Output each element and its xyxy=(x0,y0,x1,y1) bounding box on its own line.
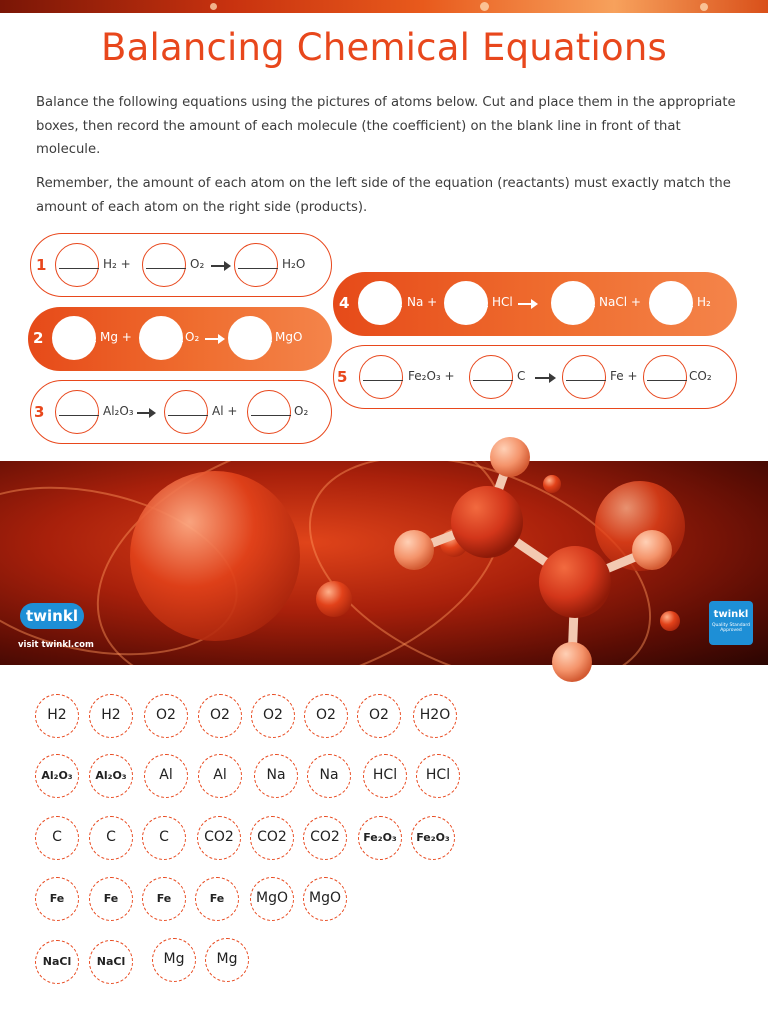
equation-4 xyxy=(333,272,737,336)
molecule-card[interactable]: Mg xyxy=(152,938,196,982)
equation-number: 3 xyxy=(34,403,45,421)
molecule-drop-circle[interactable] xyxy=(234,243,278,287)
molecule-drop-circle[interactable] xyxy=(469,355,513,399)
yields-arrow xyxy=(205,338,220,340)
molecule-card[interactable]: MgO xyxy=(303,877,347,921)
molecule-card[interactable]: Fe xyxy=(35,877,79,921)
equation-term: Fe₂O₃ + xyxy=(408,369,455,383)
equation-term: MgO xyxy=(275,330,303,344)
molecule-card[interactable]: Al xyxy=(144,754,188,798)
equation-3 xyxy=(30,380,332,444)
equation-1 xyxy=(30,233,332,297)
molecule-drop-circle[interactable] xyxy=(52,316,96,360)
molecule-card[interactable]: Fe xyxy=(142,877,186,921)
equation-term: HCl xyxy=(492,295,513,309)
molecule-card[interactable]: Al₂O₃ xyxy=(35,754,79,798)
instructions-paragraph: Balance the following equations using the pictures of atoms below. Cut and place them in the appropriate boxes, then record the amount of each molecule (the coefficient) on the blank line in front of that molecule. xyxy=(36,95,736,157)
molecule-drop-circle[interactable] xyxy=(247,390,291,434)
molecule-card[interactable]: CO2 xyxy=(303,816,347,860)
coefficient-blank[interactable] xyxy=(59,415,99,416)
molecule-drop-circle[interactable] xyxy=(139,316,183,360)
molecule-drop-circle[interactable] xyxy=(444,281,488,325)
hydrogen-atom xyxy=(632,530,672,570)
equation-term: C xyxy=(517,369,526,383)
badge-logo: twinkl xyxy=(713,609,749,620)
molecule-drop-circle[interactable] xyxy=(164,390,208,434)
molecule-drop-circle[interactable] xyxy=(55,243,99,287)
molecule-drop-circle[interactable] xyxy=(142,243,186,287)
equation-2 xyxy=(28,307,332,371)
equation-5 xyxy=(333,345,737,409)
coefficient-blank[interactable] xyxy=(56,341,96,342)
equation-number: 4 xyxy=(339,294,350,312)
equation-term: O₂ xyxy=(190,257,205,271)
page-title: Balancing Chemical Equations xyxy=(101,26,667,69)
equation-term: O₂ xyxy=(294,404,309,418)
equation-number: 2 xyxy=(33,329,44,347)
molecule-card[interactable]: HCl xyxy=(363,754,407,798)
hydrogen-atom xyxy=(394,530,434,570)
coefficient-blank[interactable] xyxy=(143,341,183,342)
reminder-paragraph: Remember, the amount of each atom on the left side of the equation (reactants) must exactly match the amount of each atom on the right side (products). xyxy=(36,176,731,215)
coefficient-blank[interactable] xyxy=(168,415,208,416)
visit-link[interactable]: visit twinkl.com xyxy=(18,640,94,650)
equation-term: Al₂O₃ xyxy=(103,404,134,418)
molecule-card[interactable]: O2 xyxy=(357,694,401,738)
molecule-card[interactable]: Mg xyxy=(205,938,249,982)
coefficient-blank[interactable] xyxy=(647,380,687,381)
molecule-card[interactable]: C xyxy=(35,816,79,860)
equation-term: NaCl + xyxy=(599,295,641,309)
molecule-card[interactable]: H2O xyxy=(413,694,457,738)
molecule-card[interactable]: O2 xyxy=(251,694,295,738)
coefficient-blank[interactable] xyxy=(232,341,272,342)
equation-term: H₂O xyxy=(282,257,306,271)
molecule-card[interactable]: NaCl xyxy=(35,940,79,984)
coefficient-blank[interactable] xyxy=(473,380,513,381)
molecule-card[interactable]: C xyxy=(89,816,133,860)
equation-term: H₂ + xyxy=(103,257,131,271)
atom-sphere xyxy=(316,581,352,617)
molecule-card[interactable]: Fe xyxy=(89,877,133,921)
coefficient-blank[interactable] xyxy=(251,415,291,416)
molecule-card[interactable]: H2 xyxy=(89,694,133,738)
oxygen-atom xyxy=(451,486,523,558)
coefficient-blank[interactable] xyxy=(566,380,606,381)
molecule-drop-circle[interactable] xyxy=(562,355,606,399)
molecule-card[interactable]: H2 xyxy=(35,694,79,738)
yields-arrow xyxy=(535,377,551,379)
equation-term: Na + xyxy=(407,295,438,309)
decorative-dot xyxy=(480,2,489,11)
yields-arrow xyxy=(518,303,533,305)
molecule-drop-circle[interactable] xyxy=(359,355,403,399)
equation-number: 5 xyxy=(337,368,348,386)
coefficient-blank[interactable] xyxy=(146,268,186,269)
molecule-card[interactable]: NaCl xyxy=(89,940,133,984)
molecule-card[interactable]: Al xyxy=(198,754,242,798)
molecule-card[interactable]: CO2 xyxy=(197,816,241,860)
molecule-card[interactable]: O2 xyxy=(198,694,242,738)
molecule-card[interactable]: CO2 xyxy=(250,816,294,860)
coefficient-blank[interactable] xyxy=(238,268,278,269)
equation-term: Fe + xyxy=(610,369,638,383)
coefficient-blank[interactable] xyxy=(59,268,99,269)
badge-text: Quality Standard Approved xyxy=(712,623,750,633)
molecule-card[interactable]: Na xyxy=(307,754,351,798)
molecule-card[interactable]: C xyxy=(142,816,186,860)
molecule-drop-circle[interactable] xyxy=(358,281,402,325)
molecule-card[interactable]: Al₂O₃ xyxy=(89,754,133,798)
oxygen-atom xyxy=(539,546,611,618)
equation-term: Mg + xyxy=(100,330,132,344)
molecule-drop-circle[interactable] xyxy=(55,390,99,434)
equation-term: CO₂ xyxy=(689,369,712,383)
equation-term: H₂ xyxy=(697,295,711,309)
molecule-card[interactable]: Fe xyxy=(195,877,239,921)
hydrogen-atom xyxy=(552,642,592,682)
molecule-card[interactable]: Fe₂O₃ xyxy=(358,816,402,860)
molecule-drop-circle[interactable] xyxy=(649,281,693,325)
molecule-drop-circle[interactable] xyxy=(551,281,595,325)
yields-arrow xyxy=(211,265,226,267)
equation-term: Al + xyxy=(212,404,238,418)
coefficient-blank[interactable] xyxy=(653,306,693,307)
molecule-card[interactable]: HCl xyxy=(416,754,460,798)
molecule-card[interactable]: MgO xyxy=(250,877,294,921)
top-decorative-banner xyxy=(0,0,768,13)
yields-arrow xyxy=(137,412,151,414)
coefficient-blank[interactable] xyxy=(555,306,595,307)
decorative-dot xyxy=(210,3,217,10)
hydrogen-atom xyxy=(490,437,530,477)
atom-sphere xyxy=(130,471,300,641)
molecule-drop-circle[interactable] xyxy=(643,355,687,399)
molecule-card[interactable]: Fe₂O₃ xyxy=(411,816,455,860)
molecule-card[interactable]: O2 xyxy=(304,694,348,738)
decorative-dot xyxy=(700,3,708,11)
equation-number: 1 xyxy=(36,256,47,274)
twinkl-logo[interactable]: twinkl xyxy=(20,603,84,629)
equation-term: O₂ xyxy=(185,330,200,344)
molecule-card[interactable]: O2 xyxy=(144,694,188,738)
quality-badge xyxy=(709,601,753,645)
water-molecule-model xyxy=(390,432,680,692)
coefficient-blank[interactable] xyxy=(363,380,403,381)
coefficient-blank[interactable] xyxy=(362,306,402,307)
molecule-card[interactable]: Na xyxy=(254,754,298,798)
molecule-drop-circle[interactable] xyxy=(228,316,272,360)
coefficient-blank[interactable] xyxy=(448,306,488,307)
